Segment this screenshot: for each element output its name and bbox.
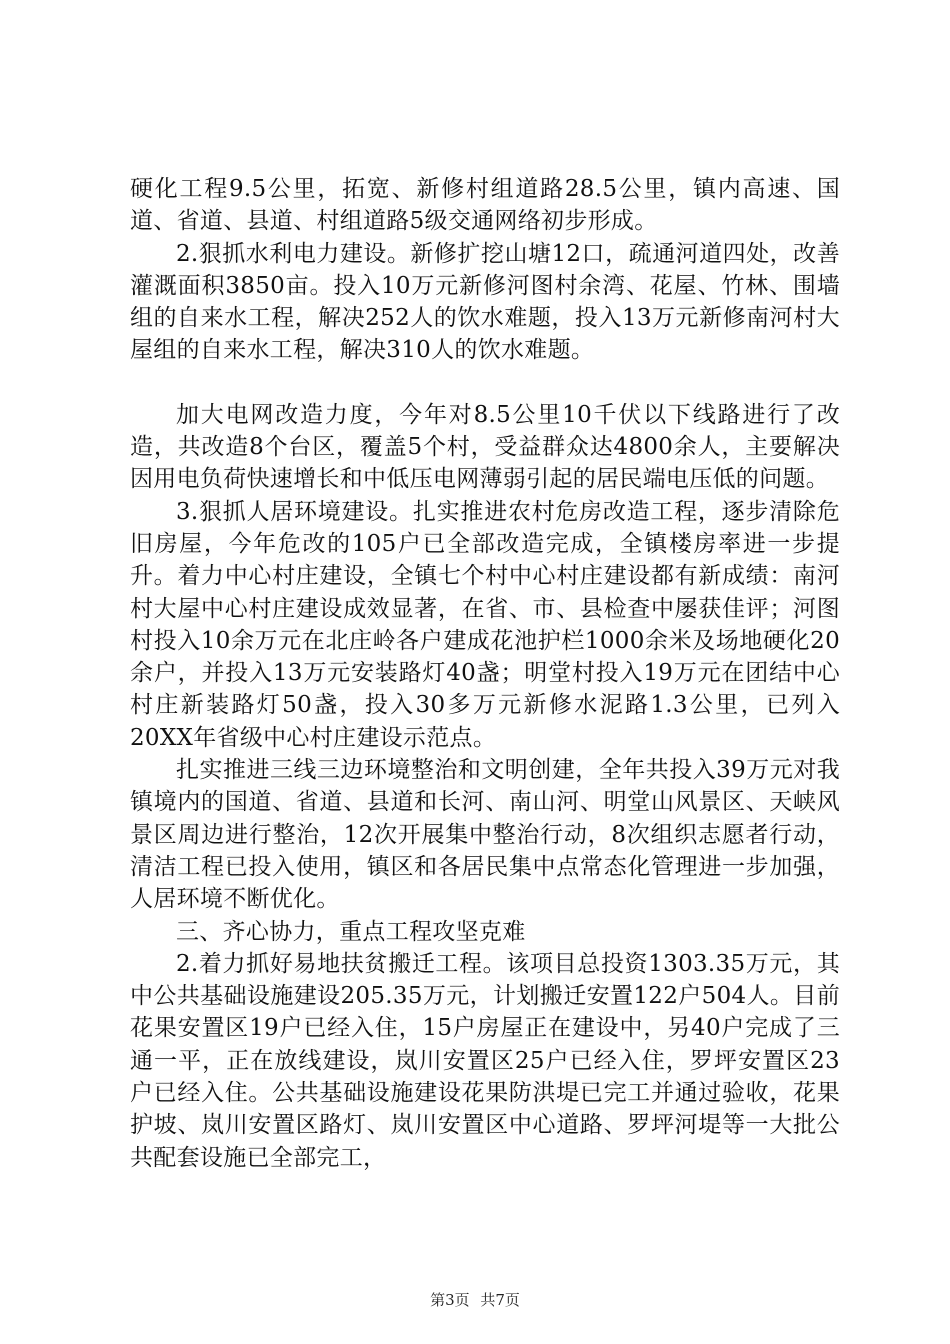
section-heading: 三、齐心协力，重点工程攻坚克难: [176, 918, 526, 945]
paragraph-3: 加大电网改造力度，今年对8.5公里10千伏以下线路进行了改造，共改造8个台区，覆盖5个村，受益群众达4800余人，主要解决因用电负荷快速增长和中低压电网薄弱引起的居民端电压低的问题。: [130, 401, 840, 493]
page-total: 共7页: [480, 1291, 520, 1309]
paragraph-1: 硬化工程9.5公里，拓宽、新修村组道路28.5公里，镇内高速、国道、省道、县道、村组道路5级交通网络初步形成。: [130, 176, 840, 235]
page-footer: [0, 1289, 950, 1310]
document-body: [130, 173, 840, 1174]
paragraph-4: 3.狠抓人居环境建设。扎实推进农村危房改造工程，逐步清除危旧房屋，今年危改的105户已全部改造完成，全镇楼房率进一步提升。着力中心村庄建设，全镇七个村中心村庄建设都有新成绩：南河村大屋中心村庄建设成效显著，在省、市、县检查中屡获佳评；河图村投入10余万元在北庄岭各户建成花池护栏1000余米及场地硬化20余户，并投入13万元安装路灯40盏；明堂村投入19万元在团结中心村庄新装路灯50盏，投入30多万元新修水泥路1.3公里，已列入20XX年省级中心村庄建设示范点。: [130, 498, 840, 751]
paragraph-7: 2.着力抓好易地扶贫搬迁工程。该项目总投资1303.35万元，其中公共基础设施建设205.35万元，计划搬迁安置122户504人。目前花果安置区19户已经入住，15户房屋正在建设中，另40户完成了三通一平，正在放线建设，岚川安置区25户已经入住，罗坪安置区23户已经入住。公共基础设施建设花果防洪堤已完工并通过验收，花果护坡、岚川安置区路灯、岚川安置区中心道路、罗坪河堤等一大批公共配套设施已全部完工，: [130, 950, 840, 1171]
paragraph-5: 扎实推进三线三边环境整治和文明创建，全年共投入39万元对我镇境内的国道、省道、县道和长河、南山河、明堂山风景区、天峡风景区周边进行整治，12次开展集中整治行动，8次组织志愿者行动，清洁工程已投入使用，镇区和各居民集中点常态化管理进一步加强，人居环境不断优化。: [130, 757, 840, 913]
page-number: 第3页: [430, 1291, 470, 1309]
paragraph-2: 2.狠抓水利电力建设。新修扩挖山塘12口，疏通河道四处，改善灌溉面积3850亩。投入10万元新修河图村余湾、花屋、竹林、围墙组的自来水工程，解决252人的饮水难题，投入13万元新修南河村大屋组的自来水工程，解决310人的饮水难题。: [130, 240, 840, 364]
